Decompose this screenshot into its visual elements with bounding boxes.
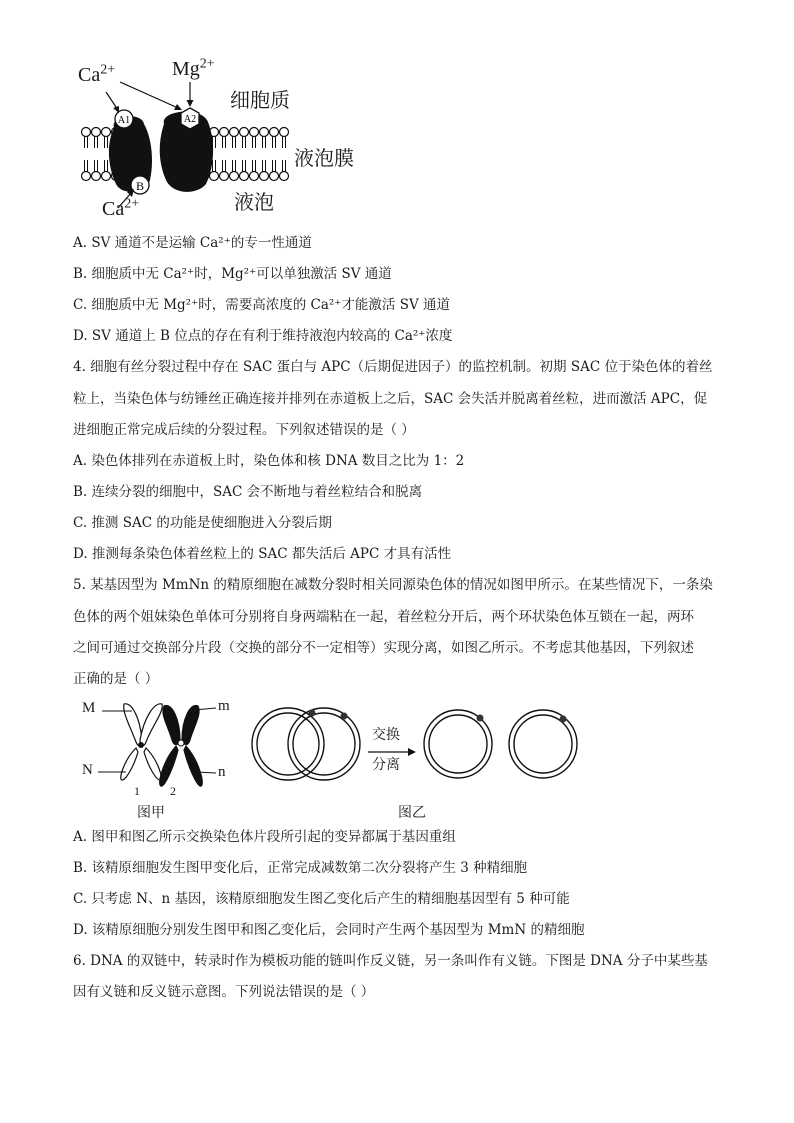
q5-option-c: C. 只考虑 N、n 基因，该精原细胞发生图乙变化后产生的精细胞基因型有 5 种可能 <box>73 891 570 907</box>
separated-ring-1-centromere <box>477 715 484 722</box>
gene-m: m <box>218 698 230 714</box>
q5-stem-line-2: 色体的两个姐妹染色单体可分别将自身两端粘在一起，着丝粒分开后，两个环状染色体互锁在一起，两环 <box>73 609 694 625</box>
ion-ca-top-charge: 2+ <box>100 62 116 78</box>
q4-option-a: A. 染色体排列在赤道板上时，染色体和核 DNA 数目之比为 1：2 <box>73 453 465 469</box>
ion-ca-top-symbol: Ca <box>78 64 101 86</box>
chromosome-number-2: 2 <box>170 784 176 798</box>
arrowhead-mg-a2 <box>187 100 194 107</box>
q4-stem-line-2: 粒上，当染色体与纺锤丝正确连接并排列在赤道板上之后，SAC 会失活并脱离着丝粒，进而激活 APC，促 <box>73 391 708 407</box>
ion-mg-symbol: Mg <box>172 58 200 80</box>
q6-stem-line-1: 6. DNA 的双链中，转录时作为模板功能的链叫作反义链，另一条叫作有义链。下图是 DNA 分子中某些基 <box>73 953 708 969</box>
chromosome-1 <box>121 704 162 780</box>
q6-stem-line-2: 因有义链和反义链示意图。下列说法错误的是（ ） <box>73 984 375 1000</box>
q5-stem-line-1: 5. 某基因型为 MmNn 的精原细胞在减数分裂时相关同源染色体的情况如图甲所示。在某些情况下，一条染 <box>73 577 713 593</box>
q3-option-b: B. 细胞质中无 Ca²⁺时，Mg²⁺可以单独激活 SV 通道 <box>73 266 392 282</box>
q5-option-a: A. 图甲和图乙所示交换染色体片段所引起的变异都属于基因重组 <box>73 829 456 845</box>
label-vacuole: 液泡 <box>234 190 274 214</box>
separated-ring-2-centromere <box>560 716 567 723</box>
label-cytoplasm: 细胞质 <box>230 88 290 112</box>
site-a1-label: A1 <box>117 115 131 126</box>
q3-option-c: C. 细胞质中无 Mg²⁺时，需要高浓度的 Ca²⁺才能激活 SV 通道 <box>73 297 451 313</box>
ring-left-centromere <box>309 710 316 717</box>
arrow-ca-to-a2 <box>120 82 178 108</box>
ion-mg-charge: 2+ <box>199 56 215 72</box>
chromosome-number-1: 1 <box>134 784 140 798</box>
q5-stem-line-4: 正确的是（ ） <box>73 671 159 687</box>
q3-option-d: D. SV 通道上 B 位点的存在有利于维持液泡内较高的 Ca²⁺浓度 <box>73 328 453 344</box>
arrowhead-ca-a1 <box>113 106 119 113</box>
gene-N: N <box>82 762 93 778</box>
caption-jia: 图甲 <box>137 805 165 821</box>
gene-n: n <box>218 764 226 780</box>
q4-option-c: C. 推测 SAC 的功能是使细胞进入分裂后期 <box>73 515 332 531</box>
caption-yi: 图乙 <box>398 805 426 821</box>
figure-chromosomes <box>76 696 516 822</box>
q5-stem-line-3: 之间可通过交换部分片段（交换的部分不一定相等）实现分离，如图乙所示。不考虑其他基因，下列叙述 <box>73 640 694 656</box>
label-vacuole-membrane: 液泡膜 <box>294 146 354 170</box>
ion-ca-top <box>78 64 115 87</box>
ion-ca-bottom-symbol: Ca <box>102 198 125 220</box>
ring-right-centromere <box>341 713 348 720</box>
q4-stem-line-1: 4. 细胞有丝分裂过程中存在 SAC 蛋白与 APC（后期促进因子）的监控机制。初期 SAC 位于染色体的着丝 <box>73 359 713 375</box>
exchange-arrowhead <box>408 748 416 756</box>
figure-sv-channel <box>72 58 372 228</box>
q4-stem-line-3: 进细胞正常完成后续的分裂过程。下列叙述错误的是（ ） <box>73 422 415 438</box>
separated-ring-2 <box>505 706 581 782</box>
ion-mg <box>172 58 215 81</box>
q4-option-d: D. 推测每条染色体着丝粒上的 SAC 都失活后 APC 才具有活性 <box>73 546 452 562</box>
centromere-1 <box>138 742 144 748</box>
site-a2-label: A2 <box>183 114 197 125</box>
q5-option-d: D. 该精原细胞分别发生图甲和图乙变化后，会同时产生两个基因型为 MmN 的精细胞 <box>73 922 585 938</box>
q4-option-b: B. 连续分裂的细胞中，SAC 会不断地与着丝粒结合和脱离 <box>73 484 423 500</box>
q3-option-a: A. SV 通道不是运输 Ca²⁺的专一性通道 <box>73 235 312 251</box>
arrow-label-separate: 分离 <box>372 757 400 773</box>
gene-M: M <box>82 700 96 716</box>
centromere-2 <box>178 740 184 746</box>
ion-ca-bottom-charge: 2+ <box>124 196 140 212</box>
site-b-label: B <box>135 179 145 193</box>
ion-ca-bottom <box>102 198 139 221</box>
q5-option-b: B. 该精原细胞发生图甲变化后，正常完成减数第二次分裂将产生 3 种精细胞 <box>73 860 528 876</box>
arrow-label-exchange: 交换 <box>372 727 400 743</box>
